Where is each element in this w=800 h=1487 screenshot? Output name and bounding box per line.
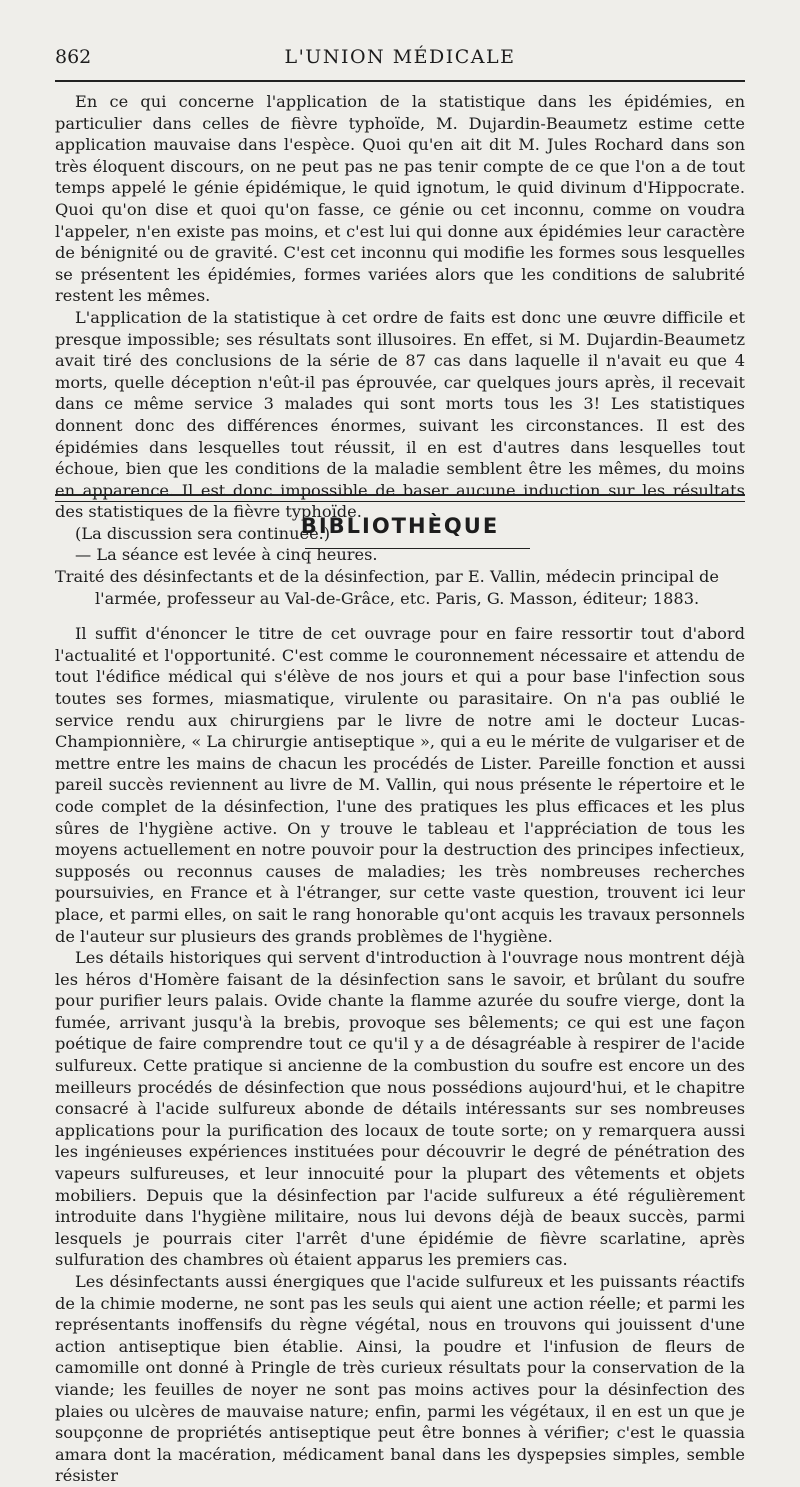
paragraph: Les détails historiques qui servent d'introduction à l'ouvrage nous montrent déjà les héros d'Homère faisant de la désinfection sans le savoir, et brûlant du soufre pour purifier leurs palais. Ovide chante la flamme azurée du soufre vierge, dont la fumée, arrivant jusqu'à la brebis, provoque ses bêlements; ce qui est une façon poétique de faire comprendre tout ce qu'il y a de désagréable à respirer de l'acide sulfureux. Cette pratique si ancienne de la combustion du soufre est encore un des meilleurs procédés de désinfection que nous possédions aujourd'hui, et le chapitre consacré à l'acide sulfureux abonde de détails intéressants sur ses nombreuses applications pour la purification des locaux de toute sorte; on y remarquera aussi les ingénieuses expériences instituées pour découvrir le degré de pénétration des vapeurs sulfureuses, et leur innocuité pour la plupart des vêtements et objets mobiliers. Depuis que la désinfection par l'acide sulfureux a été régulièrement introduite dans l'hygiène militaire, nous lui devons déjà de beaux succès, parmi lesquels je pourrais citer l'arrêt d'une épidémie de fièvre scarlatine, après sulfuration des chambres où étaient apparus les premiers cas.	[55, 948, 745, 1270]
paragraph: L'application de la statistique à cet ordre de faits est donc une œuvre difficile et presque impossible; ses résultats sont illusoires. En effet, si M. Dujardin-Beaumetz avait tiré des conclusions de la série de 87 cas dans laquelle il n'avait eu que 4 morts, quelle déception n'eût-il pas éprouvée, car quelques jours après, il recevait dans ce même service 3 malades qui sont morts tous les 3! Les statistiques donnent donc des différences énormes, suivant les circonstances. Il est des épidémies dans lesquelles tout réussit, il en est d'autres dans lesquelles tout échoue, bien que les conditions de la maladie semblent être les mêmes, du moins en apparence. Il est donc impossible de baser aucune induction sur les résultats des statistiques de la fièvre typhoïde.	[55, 307, 745, 522]
closing-note: — La séance est levée à cinq heures.	[75, 545, 378, 565]
paragraph: Il suffit d'énoncer le titre de cet ouvrage pour en faire ressortir tout d'abord l'actualité et l'opportunité. C'est comme le couronnement nécessaire et attendu de tout l'édifice médical qui s'élève de nos jours et qui a pour base l'infection sous toutes ses formes, miasmatique, virulente ou parasitaire. On n'a pas oublié le service rendu aux chirurgiens par le livre de notre ami le docteur Lucas-Championnière, « La chirurgie antiseptique », qui a eu le mérite de vulgariser et de mettre entre les mains de chacun les procédés de Lister. Pareille fonction et aussi pareil succès reviennent au livre de M. Vallin, qui nous présente le répertoire et le code complet de la désinfection, l'une des pratiques les plus efficaces et les plus sûres de l'hygiène active. On y trouve le tableau et l'appréciation de tous les moyens actuellement en notre pouvoir pour la destruction des principes infectieux, supposés ou reconnus causes de maladies; les très nombreuses recherches poursuivies, en France et à l'étranger, sur cette vaste question, trouvent ici leur place, et parmi elles, on sait le rang honorable qu'ont acquis les travaux personnels de l'auteur sur plusieurs des grands problèmes de l'hygiène.	[55, 624, 745, 946]
review-heading-line2: l'armée, professeur au Val-de-Grâce, etc. Paris, G. Masson, éditeur; 1883.	[95, 588, 700, 608]
section-title: BIBLIOTHÈQUE	[300, 514, 500, 538]
section-divider	[55, 494, 745, 502]
paragraph: En ce qui concerne l'application de la statistique dans les épidémies, en particulier dans celles de fièvre typhoïde, M. Dujardin-Beaumetz estime cette application mauvaise dans l'espèce. Quoi qu'en ait dit M. Jules Rochard dans son très éloquent discours, on ne peut pas ne pas tenir compte de ce que l'on a de tout temps appelé le génie épidémique, le quid ignotum, le quid divinum d'Hippocrate. Quoi qu'on dise et quoi qu'on fasse, ce génie ou cet inconnu, comme on voudra l'appeler, n'en existe pas moins, et c'est lui qui donne aux épidémies leur caractère de bénignité ou de gravité. C'est cet inconnu qui modifie les formes sous lesquelles se présentent les épidémies, formes variées alors que les conditions de salubrité restent les mêmes.	[55, 92, 745, 306]
paragraph: Les désinfectants aussi énergiques que l'acide sulfureux et les puissants réactifs de la chimie moderne, ne sont pas les seuls qui aient une action réelle; et parmi les représentants inoffensifs du règne végétal, nous en trouvons qui jouissent d'une action antiseptique bien établie. Ainsi, la poudre et l'infusion de fleurs de camomille ont donné à Pringle de très curieux résultats pour la conservation de la viande; les feuilles de noyer ne sont pas moins actives pour la désinfection des plaies ou ulcères de mauvaise nature; enfin, parmi les végétaux, il en est un que je soupçonne de propriétés antiseptique peut être bonnes à vérifier; c'est le quassia amara dont la macération, médicament banal dans les dyspepsies simples, semble résister	[55, 1272, 745, 1486]
review-heading	[55, 566, 745, 609]
running-head	[55, 46, 745, 76]
page-number: 862	[55, 46, 92, 68]
discussion-note: (La discussion sera continuée.)	[75, 523, 331, 543]
review-heading-line1: Traité des désinfectants et de la désinfection, par E. Vallin, médecin principal de	[55, 567, 719, 586]
book-review	[55, 566, 745, 1487]
header-rule	[55, 80, 745, 82]
journal-title: L'UNION MÉDICALE	[284, 46, 516, 68]
title-underline	[305, 548, 530, 549]
